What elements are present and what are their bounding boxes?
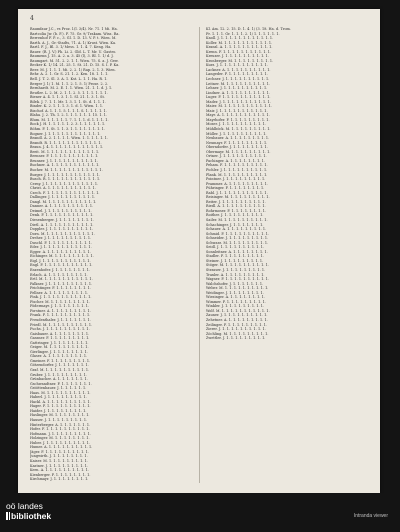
text-line: Gstöttenbauer. J. 1. 1. 1. 1. 1. 1. bbox=[30, 386, 87, 391]
text-line: Buchner. A. 1. 1. 1. 1. 1. 1. 1. 1. 1. 1. 1. bbox=[30, 163, 100, 168]
text-line: Baumgart. M. 51. 2. 2. 1. 1. Wien. 75. S. a. J. Gew. bbox=[30, 58, 119, 63]
library-logo-bars-icon bbox=[9, 512, 11, 520]
text-line: Traxler. A. 1. 1. 1. 1. 1. 1. 1. 1. 1. bbox=[206, 272, 265, 277]
text-line: Dangl. M. 1. 1. 1. 1. 1. 1. 1. 1. 1. 1. 1. bbox=[30, 199, 97, 204]
text-line: Müller. J. 1. 1. 1. 1. 1. 1. 1. 1. 1. 1. bbox=[206, 131, 267, 136]
text-line: Schachinger. J. 1. 1. 1. 1. 1. 1. 1. bbox=[206, 222, 264, 227]
text-line: Glaser. A. 1. 1. 1. 1. 1. 1. 1. 1. 1. bbox=[30, 354, 88, 359]
text-line: Barth. A. J., Gr.-Stadts, 71. A. 1/ Krust. Wien. Ka. bbox=[30, 40, 117, 45]
text-line: Zauner. J. 1. 1. 1. 1. 1. 1. 1. 1. 1. 1. bbox=[206, 313, 268, 318]
text-line: Freudenthaler. J. 1. 1. 1. 1. 1. 1. 1. bbox=[30, 318, 91, 322]
text-line: Kern. A. 1. 1. 1. 1. 1. 1. 1. 1. 1. 1. bbox=[30, 468, 89, 473]
text-line: Haslinger. M. 1. 1. 1. 1. 1. 1. 1. 1. bbox=[30, 413, 90, 418]
text-line: Bell. J. T. 2. Sl. 3. A. 1. Kst. L. 1. 1. Ha. R. 1. bbox=[30, 77, 108, 82]
text-line: Blum. M. 1. 1. 1. 1. 1. 7. 1. 1. 1. d. 1. 1. 1. 1. bbox=[30, 117, 109, 122]
text-line: Maier. M. 1. 1. 1. 1. 1. 1. 1. 1. 1. 1. 1. bbox=[206, 104, 273, 109]
text-line: Reiter. J. 1. 1. 1. 1. 1. 1. 1. 1. 1. 1. bbox=[206, 199, 266, 204]
text-line: Christ. A. 1. 1. 1. 1. 1. 1. 1. 1. 1. 1. 1. bbox=[30, 186, 96, 191]
text-line: Burger. J. 1. 1. 1. 1. 1. 1. 1. 1. 1. 1. 1. 1. bbox=[30, 172, 101, 177]
text-line: Bilek. J. 7. 1. 1. Mr. 1. 3. 1. 1. St. d. 1. 1. 1. bbox=[30, 99, 106, 104]
text-line: Födermayr. J. 1. 1. 1. 1. 1. 1. 1. 1. bbox=[30, 304, 90, 309]
text-line: Eichinger. M. 1. 1. 1. 1. 1. 1. 1. 1. 1. bbox=[30, 254, 94, 259]
text-line: Schneider. J. 1. 1. 1. 1. 1. 1. 1. 1. 1. bbox=[206, 236, 269, 241]
text-line: Bogner. J. 1. 1. 1. 1. 1. 1. 1. 1. 1. 1. 1. 1. bbox=[30, 131, 101, 136]
text-line: Brenner. F. 1. 1. 1. 1. 1. 1. 1. 1. 1. 1. 1. bbox=[30, 154, 99, 159]
text-line: Fink. J. 1. 1. 1. 1. 1. 1. 1. 1. 1. 1. 1. bbox=[30, 295, 92, 300]
text-line: Frank. F. 1. 1. 1. 1. 1. 1. 1. 1. 1. 1. bbox=[30, 313, 91, 318]
text-line: Schauer. A. 1. 1. 1. 1. 1. 1. 1. 1. 1. bbox=[206, 227, 267, 232]
text-line: Zöchling. M. 1. 1. 1. 1. 1. 1. 1. 1. 1. bbox=[206, 331, 269, 336]
text-line: Erlach. A. 1. 1. 1. 1. 1. 1. 1. 1. 1. bbox=[30, 272, 88, 277]
text-line: Steiner. J. 1. 1. 1. 1. 1. 1. 1. 1. 1. bbox=[206, 258, 264, 263]
text-line: Danner. A. 1. 1. 1. 1. 1. 1. 1. 1. 1. 1. bbox=[30, 204, 94, 209]
text-line: Hager. F. 1. 1. 1. 1. 1. 1. 1. 1. 1. 1. bbox=[30, 404, 91, 409]
text-line: Raumfaur J.C., vs Proz. l.(l. 3/4). Nr. 71. 1 Mi. Ha. bbox=[30, 27, 118, 31]
text-line: Behr. A. 2. 1. Gr. S. 21. 1. 2. Ken. 18. 1. 1. 1. bbox=[30, 72, 109, 77]
text-line: Zwettler. J. 1. 1. 1. 1. 1. 1. 1. 1. 1. bbox=[206, 336, 266, 341]
text-line: Kreuzer. J. 1. 1. 1. 1. 1. 1. 1. 1. 1. 1. bbox=[206, 54, 269, 59]
text-line: Lehner. J. 1. 1. 1. 1. 1. 1. 1. 1. 1. 1. bbox=[206, 86, 268, 91]
text-line: Kastner. J. 1. 1. 1. 1. 1. 1. 1. 1. 1. bbox=[30, 463, 89, 468]
text-line: Weidinger. J. 1. 1. 1. 1. 1. 1. 1. 1. bbox=[206, 290, 264, 295]
text-line: Prammer. A. 1. 1. 1. 1. 1. 1. 1. 1. 1. bbox=[206, 181, 269, 186]
text-line: Binder. K. 2. 1. 1. 1. 3. 1. d. 1. Wien. 1. 1. bbox=[30, 104, 104, 109]
text-line: Kaiser. M. 1. 1. 1. 1. 1. 1. 1. 1. 1. bbox=[30, 458, 89, 463]
text-line: Cerny. J. 1. 1. 1. 1. 1. 1. 1. 1. 1. 1. 1. 1. bbox=[30, 181, 99, 186]
text-line: Langeder. F. 1. 1. 1. 1. 1. 1. 1. 1. 1. bbox=[206, 72, 268, 77]
text-line: Kurz. J. 1. 1. 1. 1. 1. 1. 1. 1. 1. 1. 1. bbox=[206, 63, 268, 68]
text-line: Reisinger. M. 1. 1. 1. 1. 1. 1. 1. 1. 1. bbox=[206, 195, 270, 200]
text-line: Brunner. J. 1. 1. 1. 1. 1. 1. 1. 1. 1. 1. 1. bbox=[30, 158, 98, 163]
text-line: Böhm. F. 1. St. 1. 1. 3. 1. 1. 1. 1. 1. 1. 1. 1. bbox=[30, 127, 105, 132]
text-line: Braun. J. 4. 1. 1. 1. 1. 1. 1. 1. 1. 1. 1. 1. 1. bbox=[30, 145, 104, 150]
text-line: Gaisbauer. A. 1. 1. 1. 1. 1. 1. 1. 1. bbox=[30, 331, 90, 336]
text-line: Zeilinger. F. 1. 1. 1. 1. 1. 1. 1. 1. 1. bbox=[206, 322, 268, 327]
text-line: Denk. F. 1. 1. 1. 1. 1. 1. 1. 1. 1. 1. 1. bbox=[30, 213, 94, 218]
text-line: Bucher. M. 1. 1. 1. 1. 1. 1. 1. 1. 1. 1. 1. 1. bbox=[30, 167, 103, 172]
page-number: 4 bbox=[30, 15, 34, 22]
text-line: Czech. F. 1. 1. 1. 1. 1. 1. 1. 1. 1. 1. 1. 1. bbox=[30, 190, 100, 195]
logo-line-2 bbox=[6, 511, 66, 521]
logo-line-1: oö landes bbox=[6, 501, 43, 511]
text-line: Gschwandtner. F. 1. 1. 1. 1. 1. 1. 1. bbox=[30, 381, 92, 386]
text-line: Rabl. J. 1. 1. 1. 1. 1. 1. 1. 1. 1. 1. 1. bbox=[206, 190, 268, 195]
text-line: Haider. J. 1. 1. 1. 1. 1. 1. 1. 1. 1. bbox=[30, 408, 87, 413]
text-line: Lackner. A. 1. 1. 1. 1. 1. 1. 1. 1. 1. 1. bbox=[206, 67, 271, 72]
text-line: Pachinger. A. 1. 1. 1. 1. 1. 1. 1. 1. bbox=[206, 158, 265, 163]
text-line: Doppler. J. 1. 1. 1. 1. 1. 1. 1. 1. 1. 1. bbox=[30, 227, 93, 232]
text-line: Eigl. J. 1. 1. 1. 1. 1. 1. 1. 1. 1. 1. 1. bbox=[30, 258, 91, 263]
text-line: Egger. A. 1. 1. 1. 1. 1. 1. 1. 1. 1. 1. bbox=[30, 249, 91, 254]
text-line: Mühlböck. M. 1. 1. 1. 1. 1. 1. 1. 1. 1. bbox=[206, 127, 271, 132]
text-line: Pühringer. F. 1. 1. 1. 1. 1. 1. 1. 1. bbox=[206, 186, 265, 191]
text-line: Fischer. M. 1. 1. 1. 1. 1. 1. 1. 1. 1. bbox=[30, 299, 90, 304]
text-line: Riedl. A. 1. 1. 1. 1. 1. 1. 1. 1. 1. 1. bbox=[206, 204, 266, 209]
text-line: Mair. J. 1. 1. 1. 1. 1. 1. 1. 1. 1. 1. 1. bbox=[206, 108, 268, 113]
text-line: Lechner. J. 1. 1. 1. 1. 1. 1. 1. 1. 1. 1. bbox=[206, 77, 270, 82]
text-line: Haas. M. 1. 1. 1. 1. 1. 1. 1. 1. 1. 1. bbox=[30, 390, 91, 395]
text-line: Friedl. M. 1. 1. 1. 1. 1. 1. 1. 1. 1. 1. bbox=[30, 322, 93, 327]
text-line: Graf. M. 1. 1. 1. 1. 1. 1. 1. 1. 1. 1. bbox=[30, 368, 90, 373]
text-line: Kronberger. M. 1. 1. 1. 1. 1. 1. 1. 1. 1. bbox=[206, 58, 274, 63]
text-line: Ertl. M. 1. 1. 1. 1. 1. 1. 1. 1. 1. 1. 1. bbox=[30, 277, 93, 282]
text-line: Hauser. J. 1. 1. 1. 1. 1. 1. 1. 1. 1. bbox=[30, 418, 88, 423]
text-line: Neubauer. A. 1. 1. 1. 1. 1. 1. 1. 1. 1. bbox=[206, 136, 270, 141]
text-line: Kl. Am. 12. 2. 15. D. 1. 4. 1/ (3. 18. Ha. d. Trom. bbox=[206, 27, 291, 31]
text-line: Wolf. M. 1. 1. 1. 1. 1. 1. 1. 1. 1. 1. 1. bbox=[206, 308, 270, 313]
text-line: Bartcolia Jw. (b. F.). F. 75. Gr. 9/ Trakam. Wiss. Ra. bbox=[30, 31, 120, 36]
library-logo[interactable] bbox=[6, 501, 66, 527]
text-line: Stadler. F. 1. 1. 1. 1. 1. 1. 1. 1. 1. bbox=[206, 254, 264, 259]
text-line: Kranzl. A. 1. 1. 1. 1. 1. 1. 1. 1. 1. 1. 1. bbox=[206, 45, 273, 50]
text-line: Pointner. J. 1. 1. 1. 1. 1. 1. 1. 1. 1. bbox=[206, 177, 266, 182]
text-line: Zierer. J. 1. 1. 1. 1. 1. 1. 1. 1. 1. 1. bbox=[206, 327, 266, 332]
text-line: Grünbacher. A. 1. 1. 1. 1. 1. 1. 1. bbox=[30, 377, 88, 382]
text-line: Enzenhofer. J. 1. 1. 1. 1. 1. 1. 1. 1. bbox=[30, 267, 91, 272]
text-line: Dorn. M. 1. 1. 1. 1. 1. 1. 1. 1. 1. 1. 1. bbox=[30, 231, 95, 236]
text-line: Baumenn J. 15. A. 2. a. 3. 45 (l), 3. Bl. 1. 1/ d. J. bbox=[30, 54, 114, 59]
text-line: Wiesinger. A. 1. 1. 1. 1. 1. 1. 1. 1. bbox=[206, 295, 265, 300]
text-line: Breit. M. 1. 1. 1. 1. 1. 1. 1. 1. 1. 1. 1. 1. bbox=[30, 149, 100, 154]
text-line: Mayr. A. 1. 1. 1. 1. 1. 1. 1. 1. 1. 1. 1. bbox=[206, 113, 270, 118]
text-line: Schmid. F. 1. 1. 1. 1. 1. 1. 1. 1. 1. 1. bbox=[206, 231, 270, 236]
text-line: Forstner. A. 1. 1. 1. 1. 1. 1. 1. 1. 1. bbox=[30, 308, 91, 313]
text-line: Berrenhof F. P. c., 3. Gl. 1. D. 13. V. P. t. Wien. M. bbox=[30, 36, 117, 41]
text-line: Fellner. A. 1. 1. 1. 1. 1. 1. 1. 1. 1. bbox=[30, 290, 89, 295]
text-line: Holzinger. M. 1. 1. 1. 1. 1. 1. 1. 1. bbox=[30, 436, 90, 441]
library-logo-bars-icon bbox=[6, 512, 8, 520]
text-line: Weber. M. 1. 1. 1. 1. 1. 1. 1. 1. 1. 1. bbox=[206, 286, 269, 291]
text-line: Kienberger. F. 1. 1. 1. 1. 1. 1. 1. 1. bbox=[30, 472, 91, 477]
text-line: Gassner. F. 1. 1. 1. 1. 1. 1. 1. 1. 1. bbox=[30, 336, 90, 341]
text-line: Jungwirth. J. 1. 1. 1. 1. 1. 1. 1. 1. bbox=[30, 454, 88, 459]
text-line: Gierlinger. J. 1. 1. 1. 1. 1. 1. 1. 1. bbox=[30, 349, 88, 354]
text-line: Biener A. 4. 1. 1. 3. 1. 1. Sl. 21. 1. 3. 1. St. bbox=[30, 95, 106, 100]
text-line: Geiger. M. 1. 1. 1. 1. 1. 1. 1. 1. 1. bbox=[30, 345, 89, 350]
text-line: Lindner. A. 1. 1. 1. 1. 1. 1. 1. 1. 1. 1. bbox=[206, 90, 270, 95]
text-line: Fuchs. J. 1. 1. 1. 1. 1. 1. 1. 1. 1. 1. bbox=[30, 327, 90, 332]
text-line: Eder. J. 1. 1. 1. 1. 1. 1. 1. 1. 1. 1. 1. bbox=[30, 245, 92, 250]
text-line: Hackl. A. 1. 1. 1. 1. 1. 1. 1. 1. 1. 1. bbox=[30, 399, 91, 404]
text-line: Roither. J. 1. 1. 1. 1. 1. 1. 1. 1. 1. bbox=[206, 213, 264, 218]
text-line: Mayrhofer. F. 1. 1. 1. 1. 1. 1. 1. 1. 1. bbox=[206, 117, 270, 122]
right-column bbox=[206, 27, 372, 341]
text-line: Knoll. J. 1. 1. 1. 1. 1. 1. 1. 1. 1. 1. 1. 1. bbox=[206, 36, 274, 41]
text-line: Hofmann. J. 1. 1. 1. 1. 1. 1. 1. 1. 1. bbox=[30, 431, 91, 436]
text-line: Wimmer. F. 1. 1. 1. 1. 1. 1. 1. 1. 1. bbox=[206, 299, 266, 304]
text-line: Hofer. F. 1. 1. 1. 1. 1. 1. 1. 1. 1. 1. bbox=[30, 427, 90, 432]
text-line: Stöger. M. 1. 1. 1. 1. 1. 1. 1. 1. 1. 1. bbox=[206, 263, 269, 268]
text-line: Kirchmayr. J. 1. 1. 1. 1. 1. 1. 1. 1. bbox=[30, 477, 89, 482]
text-line: Gruber. J. 1. 1. 1. 1. 1. 1. 1. 1. 1. bbox=[30, 372, 87, 377]
viewer-footer bbox=[0, 493, 400, 532]
text-line: Blaha. J. 2. Th. 1. 2. 1. 1. 1. 1. 1. 1. 15. 1. 1. bbox=[30, 113, 108, 118]
text-line: Jäger. F. 1. 1. 1. 1. 1. 1. 1. 1. 1. 1. bbox=[30, 449, 89, 454]
text-line: Bartl. F. J., Bl. 3. 1/ Mess. 1. 1. 4. 7. Keng. Ha. bbox=[30, 45, 112, 50]
text-line: Walchshofer. J. 1. 1. 1. 1. 1. 1. 1. bbox=[206, 281, 264, 286]
text-line: Becker K. 1/ 14. 21. 25. 1. St. 21. D. 15. S. I. P. Ka. bbox=[30, 63, 120, 68]
text-line: Diesenberger. J. 1. 1. 1. 1. 1. 1. 1. 1. bbox=[30, 217, 94, 222]
text-line: Obermayr. M. 1. 1. 1. 1. 1. 1. 1. 1. 1. bbox=[206, 149, 271, 154]
text-line: Schwarz. M. 1. 1. 1. 1. 1. 1. 1. 1. 1. bbox=[206, 240, 269, 245]
text-line: Rohrmoser. F. 1. 1. 1. 1. 1. 1. 1. 1. bbox=[206, 208, 267, 213]
text-line: Feichtinger. F. 1. 1. 1. 1. 1. 1. 1. 1. bbox=[30, 286, 91, 291]
text-line: Luger. F. 1. 1. 1. 1. 1. 1. 1. 1. 1. 1. 1. bbox=[206, 95, 271, 100]
scanned-page bbox=[18, 9, 380, 493]
text-line: Bauer. (R. J. V.) Ph. Li. 2. Gld. L. T. Mr. U. Gastro. bbox=[30, 49, 117, 54]
text-line: Gmeiner. F. 1. 1. 1. 1. 1. 1. 1. 1. 1. bbox=[30, 358, 91, 363]
text-line: Zehetner. A. 1. 1. 1. 1. 1. 1. 1. 1. 1. bbox=[206, 318, 268, 322]
text-line: Mader. J. 1. 1. 1. 1. 1. 1. 1. 1. 1. 1. 1. bbox=[206, 99, 271, 104]
text-line: Plank. M. 1. 1. 1. 1. 1. 1. 1. 1. 1. 1. bbox=[206, 172, 268, 177]
text-line: Hinterberger. A. 1. 1. 1. 1. 1. 1. 1. bbox=[30, 422, 91, 427]
text-line: Moser. J. 1. 1. 1. 1. 1. 1. 1. 1. 1. 1. bbox=[206, 122, 266, 127]
text-line: Sailer. M. 1. 1. 1. 1. 1. 1. 1. 1. 1. 1. bbox=[206, 217, 268, 222]
text-line: Brandt. R. 1. 1. 1. 1. 1. 1. 1. 1. 1. 1. 1. 1. bbox=[30, 140, 102, 145]
text-line: Deimel. J. 1. 1. 1. 1. 1. 1. 1. 1. 1. 1. bbox=[30, 208, 92, 213]
text-line: Winkler. J. 1. 1. 1. 1. 1. 1. 1. 1. 1. bbox=[206, 304, 265, 309]
text-line: Huber. J. 1. 1. 1. 1. 1. 1. 1. 1. 1. 1. bbox=[30, 440, 90, 445]
text-line: Bischof. A. 1. 1. 1. 5. 1. 1. 1. S. 1. 1. 1. 1. 1. bbox=[30, 108, 107, 113]
text-line: Dallinger. J. 1. 1. 1. 1. 1. 1. 1. 1. 1. 1. bbox=[30, 195, 96, 200]
text-line: Busch. R. 1. 1. 1. 1. 1. 1. 1. 1. 1. 1. 1. 1. bbox=[30, 177, 101, 182]
text-line: Sonnleitner. A. 1. 1. 1. 1. 1. 1. 1. 1. bbox=[206, 249, 268, 254]
text-line: Dreher. J. 1. 1. 1. 1. 1. 1. 1. 1. 1. 1. bbox=[30, 236, 92, 241]
text-line: Gattringer. J. 1. 1. 1. 1. 1. 1. 1. 1. bbox=[30, 340, 89, 345]
logo-line-2-text: bibliothek bbox=[11, 511, 52, 521]
text-line: Brandl. A. 2. 1. 1. 1. 1. Wien. 1. 1. 1. 1. 1. 1. bbox=[30, 136, 109, 141]
text-line: Beer. M. J. 1. 1. 1. Mi. 2. 2. 1/ Rap. 2. 1. 3. Wien. bbox=[30, 67, 116, 72]
text-line: Seidl. J. 1. 1. 1. 1. 1. 1. 1. 1. 1. 1. bbox=[206, 245, 265, 250]
text-line: Strasser. J. 1. 1. 1. 1. 1. 1. 1. 1. 1. bbox=[206, 267, 266, 272]
text-line: Wagner. F. 1. 1. 1. 1. 1. 1. 1. 1. 1. 1. bbox=[206, 277, 270, 282]
text-line: Bock J. H. 1. 1. 1. 1. 1. 2. 3. 1. 1. 1. 1. 1. 1. bbox=[30, 122, 106, 127]
text-line: Neumayr. F. 1. 1. 1. 1. 1. 1. 1. 1. 1. bbox=[206, 140, 268, 145]
text-line: Pichler. J. 1. 1. 1. 1. 1. 1. 1. 1. 1. 1. bbox=[206, 167, 268, 172]
text-line: Peham. F. 1. 1. 1. 1. 1. 1. 1. 1. 1. 1. bbox=[206, 163, 268, 168]
left-column bbox=[30, 27, 196, 482]
text-line: Duschl. F. 1. 1. 1. 1. 1. 1. 1. 1. 1. 1. bbox=[30, 240, 92, 245]
text-line: Fr. 1. 1. 1. Gr. 1. 1. 1. 2. 1/ 1. 1. 1. 1. 1. 1. bbox=[206, 31, 280, 36]
text-line: Götzendorfer. J. 1. 1. 1. 1. 1. 1. 1. bbox=[30, 363, 89, 368]
text-line: Krenn. F. 1. 1. 1. 1. 1. 1. 1. 1. 1. 1. 1. bbox=[206, 49, 272, 54]
text-line: Engl. F. 1. 1. 1. 1. 1. 1. 1. 1. 1. 1. 1. bbox=[30, 263, 93, 268]
text-line: Ortner. J. 1. 1. 1. 1. 1. 1. 1. 1. 1. 1. bbox=[206, 154, 267, 159]
text-line: Bernhardt. M. 2. E. 1. 1. Wien. 21. 1. 1. d. J. 1. bbox=[30, 86, 113, 91]
text-line: Humer. A. 1. 1. 1. 1. 1. 1. 1. 1. 1. 1. bbox=[30, 445, 93, 450]
text-line: Beutler. L. 2. M. 2. 1. 1. 2. 5. 1. 1. 1. 1. 1. 1. bbox=[30, 90, 108, 95]
text-line: Falkner. J. 1. 1. 1. 1. 1. 1. 1. 1. 1. 1. bbox=[30, 281, 93, 286]
text-line: Koller. M. 1. 1. 1. 1. 1. 1. 1. 1. 1. 1. 1. bbox=[206, 40, 273, 45]
column-divider bbox=[199, 27, 200, 483]
text-line: Dietl. A. 1. 1. 1. 1. 1. 1. 1. 1. 1. 1. 1. bbox=[30, 222, 94, 227]
viewer-link[interactable]: Intranda viewer bbox=[353, 513, 388, 519]
text-line: Haberl. J. 1. 1. 1. 1. 1. 1. 1. 1. 1. bbox=[30, 395, 87, 400]
text-line: Leitner. M. 1. 1. 1. 1. 1. 1. 1. 1. 1. 1. bbox=[206, 81, 271, 86]
text-line: Berger J. 1/ 1. M. 1. 1. 2. 1. 5. 1/ Prose. 2. 2. bbox=[30, 81, 109, 86]
text-line: Oberndorfer. J. 1. 1. 1. 1. 1. 1. 1. 1. bbox=[206, 145, 268, 150]
